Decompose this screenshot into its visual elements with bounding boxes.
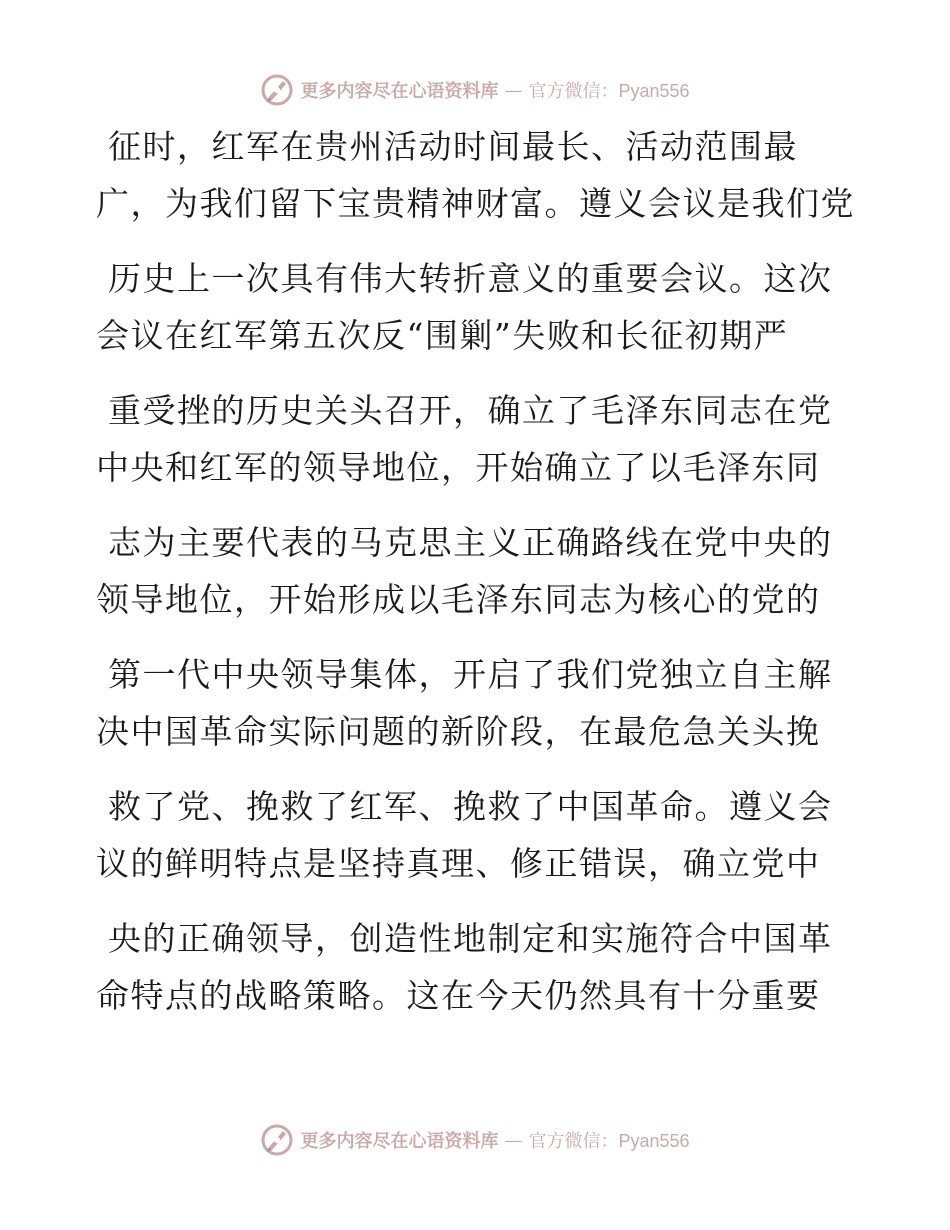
footer-banner-dash: — — [504, 1129, 523, 1151]
text-line: 征时，红军在贵州活动时间最长、活动范围最 — [108, 127, 798, 166]
text-line: 议的鲜明特点是坚持真理、修正错误，确立党中 — [96, 844, 821, 883]
text-line: 志为主要代表的马克思主义正确路线在党中央的 — [108, 523, 833, 562]
header-banner-tail: 官方微信：Pyan556 — [528, 81, 690, 101]
header-banner-dash: — — [504, 79, 523, 101]
footer-banner — [0, 1120, 950, 1160]
quill-pen-logo-icon — [260, 73, 294, 107]
text-line: 历史上一次具有伟大转折意义的重要会议。这次 — [108, 259, 833, 298]
text-line: 中央和红军的领导地位，开始确立了以毛泽东同 — [96, 448, 821, 487]
text-line: 第一代中央领导集体，开启了我们党独立自主解 — [108, 655, 833, 694]
text-line: 会议在红军第五次反“围剿”失败和长征初期严 — [96, 316, 789, 355]
text-line: 重受挫的历史关头召开，确立了毛泽东同志在党 — [108, 391, 833, 430]
text-line: 救了党、挽救了红军、挽救了中国革命。遵义会 — [108, 787, 833, 826]
text-line: 命特点的战略策略。这在今天仍然具有十分重要 — [96, 976, 821, 1015]
header-banner — [0, 70, 950, 110]
footer-banner-content — [260, 1123, 689, 1157]
header-banner-content — [260, 73, 689, 107]
quill-pen-logo-icon — [260, 1123, 294, 1157]
footer-banner-lead: 更多内容尽在心语资料库 — [300, 1131, 499, 1152]
text-line: 决中国革命实际问题的新阶段，在最危急关头挽 — [96, 712, 821, 751]
text-line: 广，为我们留下宝贵精神财富。遵义会议是我们党 — [96, 184, 855, 223]
footer-banner-tail: 官方微信：Pyan556 — [528, 1131, 690, 1151]
header-banner-lead: 更多内容尽在心语资料库 — [300, 81, 499, 102]
text-line: 央的正确领导，创造性地制定和实施符合中国革 — [108, 919, 833, 958]
text-line: 领导地位，开始形成以毛泽东同志为核心的党的 — [96, 580, 821, 619]
